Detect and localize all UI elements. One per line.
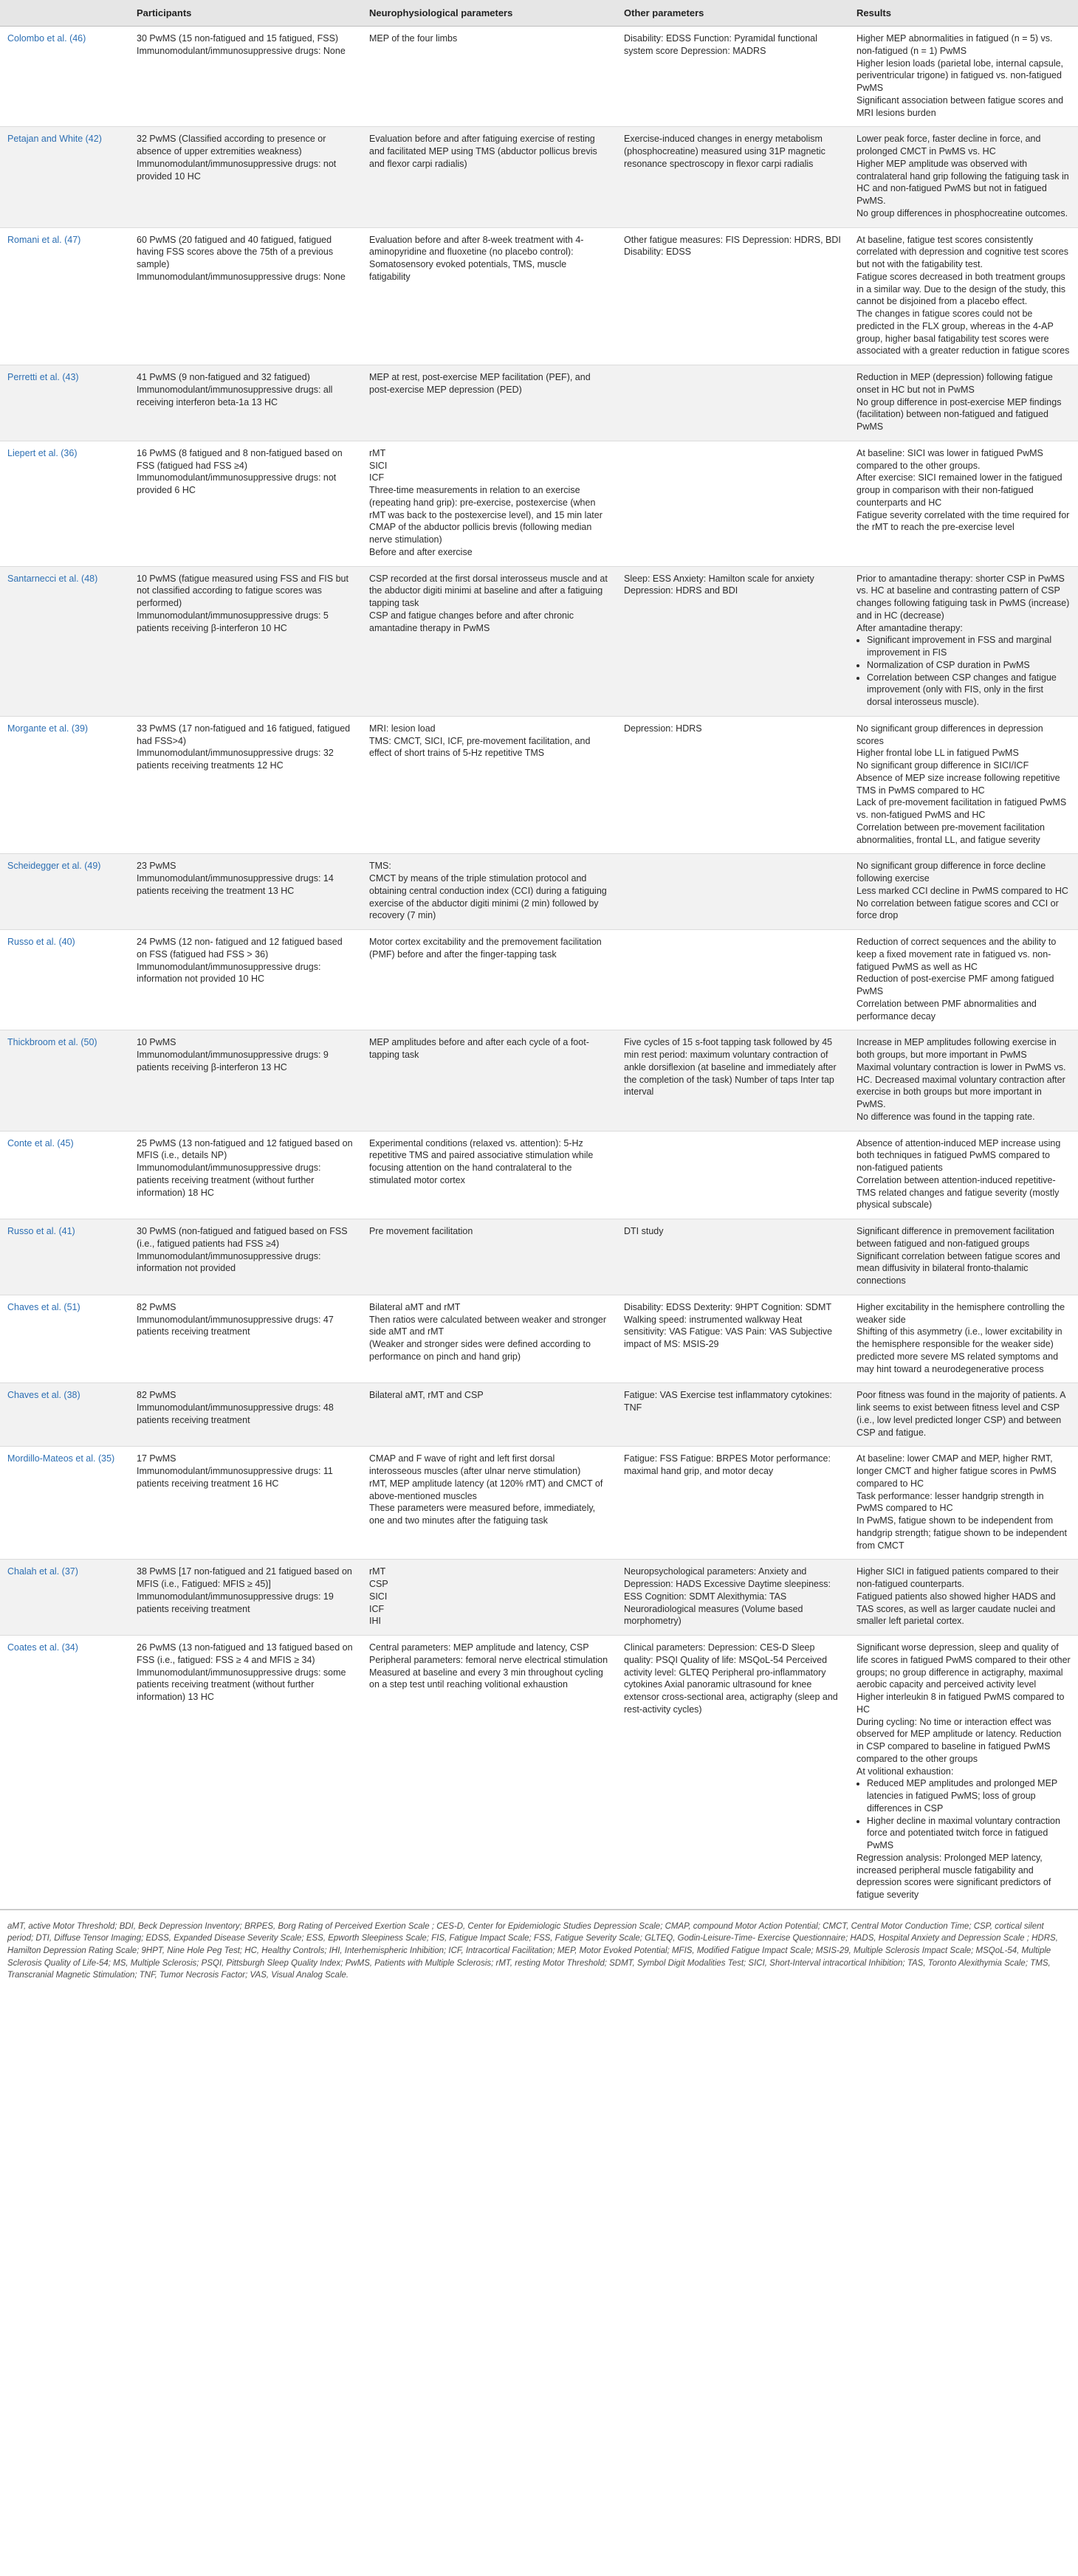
participants-cell <box>129 441 362 566</box>
participants-cell <box>129 365 362 441</box>
other-parameters-cell-line: Exercise-induced changes in energy metabolism (phosphocreatine) measured using 31P magnetic resonance spectroscopy in flexor carpi radialis <box>624 134 825 169</box>
table-body <box>0 27 1078 1909</box>
neurophysiological-cell <box>362 1560 617 1636</box>
results-cell-line: Poor fitness was found in the majority of patients. A link seems to exist between fitness level and CSP (i.e., low level predicted longer CSP) and between CSP and fatigue. <box>856 1390 1065 1438</box>
results-cell-line: Lower peak force, faster decline in force, and prolonged CMCT in PwMS vs. HC <box>856 134 1041 156</box>
other-parameters-cell <box>617 227 849 365</box>
participants-cell <box>129 1030 362 1131</box>
results-cell-line: No significant group difference in force decline following exercise <box>856 861 1046 884</box>
study-citation: Russo et al. (40) <box>0 930 129 1030</box>
participants-cell <box>129 930 362 1030</box>
results-cell-line: Regression analysis: Prolonged MEP latency, increased peripheral muscle fatigability and depression scores were significant predictors of fatigue severity <box>856 1852 1051 1900</box>
table-row <box>0 854 1078 930</box>
table-row <box>0 441 1078 566</box>
other-parameters-cell <box>617 1295 849 1383</box>
other-parameters-cell <box>617 441 849 566</box>
participants-cell-line: Immunomodulant/immunosuppressive drugs: None <box>137 271 346 282</box>
table-row <box>0 127 1078 227</box>
other-parameters-cell-line: Depression: HDRS <box>624 723 702 734</box>
other-parameters-cell <box>617 365 849 441</box>
participants-cell-line: Immunomodulant/immunosuppressive drugs: not provided 6 HC <box>137 472 337 495</box>
results-cell-line: Less marked CCI decline in PwMS compared to HC <box>856 885 1068 896</box>
neurophysiological-cell-line: Measured at baseline and every 3 min throughout cycling on a step test until reaching volitional exhaustion <box>369 1667 603 1690</box>
neurophysiological-cell-line: Experimental conditions (relaxed vs. attention): 5-Hz repetitive TMS and paired associative stimulation while focusing attention on the hand contralateral to the stimulated motor cortex <box>369 1137 594 1185</box>
results-cell-line: Shifting of this asymmetry (i.e., lower excitability in the hemisphere responsible for the weaker side) predicted more severe MS related symptoms and may hint toward a neurodegenerative process <box>856 1326 1062 1374</box>
neurophysiological-cell <box>362 566 617 716</box>
neurophysiological-cell-line: rMT <box>369 1566 386 1577</box>
neurophysiological-cell <box>362 716 617 854</box>
results-cell-line: The changes in fatigue scores could not be predicted in the FLX group, whereas in the 4-AP group, higher basal fatigability test scores were associated with a greater reduction in fatigue scores <box>856 309 1070 357</box>
results-cell-line: At baseline: SICI was lower in fatigued PwMS compared to the other groups. <box>856 447 1043 471</box>
participants-cell <box>129 27 362 127</box>
results-cell-line: Higher lesion loads (parietal lobe, internal capsule, periventricular trigone) in fatigued vs. non-fatigued PwMS <box>856 58 1064 93</box>
neurophysiological-cell-line: MEP at rest, post-exercise MEP facilitation (PEF), and post-exercise MEP depression (PED) <box>369 372 591 395</box>
results-cell <box>849 1447 1078 1560</box>
neurophysiological-cell <box>362 1295 617 1383</box>
results-bullet-item: • Correlation between CSP changes and fatigue improvement (only with FIS, only in the first dorsal interosseus muscle). <box>867 672 1071 709</box>
results-cell <box>849 716 1078 854</box>
neurophysiological-cell-line: CSP and fatigue changes before and after chronic amantadine therapy in PwMS <box>369 610 574 633</box>
results-cell-line: Significant worse depression, sleep and quality of life scores in fatigued PwMS compared to their other groups; no group difference in actigraphy, maximal aerobic capacity and perceived activity level <box>856 1642 1071 1690</box>
participants-cell-line: Immunomodulant/immunosuppressive drugs: 9 patients receiving β-interferon 13 HC <box>137 1050 329 1072</box>
results-cell <box>849 27 1078 127</box>
participants-cell-line: 38 PwMS [17 non-fatigued and 21 fatigued based on MFIS (i.e., Fatigued: MFIS ≥ 45)] <box>137 1566 352 1589</box>
participants-cell <box>129 127 362 227</box>
other-parameters-cell-line: Five cycles of 15 s-foot tapping task followed by 45 min rest period: maximum voluntary contraction of ankle dorsiflexion (at baseline and immediately after the completion of the task) Number of taps Inter tap interval <box>624 1037 837 1098</box>
results-cell-line: Higher SICI in fatigued patients compared to their non-fatigued counterparts. <box>856 1566 1059 1589</box>
neurophysiological-cell <box>362 1636 617 1909</box>
results-bullet-item: • Normalization of CSP duration in PwMS <box>867 659 1071 672</box>
participants-cell-line: 23 PwMS <box>137 861 176 872</box>
participants-cell-line: 33 PwMS (17 non-fatigued and 16 fatigued, fatigued had FSS>4) <box>137 723 351 746</box>
participants-cell-line: 24 PwMS (12 non- fatigued and 12 fatigued based on FSS (fatigued had FSS > 36) <box>137 937 343 960</box>
results-cell-line: Reduction in MEP (depression) following fatigue onset in HC but not in PwMS <box>856 372 1053 395</box>
neurophysiological-cell-line: CMCT by means of the triple stimulation protocol and obtaining central conduction index (CCI) during a fatiguing exercise of the abductor digiti minimi (2 min) followed by recovery (7 min) <box>369 873 607 921</box>
table-row <box>0 1219 1078 1295</box>
header-study <box>0 0 129 27</box>
other-parameters-cell-line: Disability: EDSS Dexterity: 9HPT Cognition: SDMT Walking speed: instrumented walkway Heat sensitivity: VAS Fatigue: VAS Pain: VAS Subjective impact of MS: MSIS-29 <box>624 1301 833 1349</box>
other-parameters-cell <box>617 566 849 716</box>
participants-cell-line: Immunomodulant/immunosuppressive drugs: all receiving interferon beta-1a 13 HC <box>137 384 333 407</box>
neurophysiological-cell-line: rMT <box>369 447 386 458</box>
study-citation: Conte et al. (45) <box>0 1131 129 1219</box>
neurophysiological-cell-line: (Weaker and stronger sides were defined according to performance on pinch and hand grip) <box>369 1339 591 1362</box>
table-row <box>0 566 1078 716</box>
results-bullet-item: • Significant improvement in FSS and marginal improvement in FIS <box>867 634 1071 659</box>
participants-cell <box>129 1447 362 1560</box>
other-parameters-cell <box>617 1636 849 1909</box>
header-results: Results <box>849 0 1078 27</box>
results-bullet-list <box>856 634 1071 709</box>
neurophysiological-cell-line: ICF <box>369 472 385 483</box>
participants-cell <box>129 1636 362 1909</box>
participants-cell-line: 30 PwMS (15 non-fatigued and 15 fatigued, FSS) <box>137 33 339 44</box>
other-parameters-cell <box>617 1560 849 1636</box>
participants-cell-line: Immunomodulant/immunosuppressive drugs: 19 patients receiving treatment <box>137 1591 334 1614</box>
participants-cell-line: Immunomodulant/immunosuppressive drugs: 48 patients receiving treatment <box>137 1402 334 1425</box>
participants-cell-line: 82 PwMS <box>137 1390 176 1401</box>
study-citation: Chalah et al. (37) <box>0 1560 129 1636</box>
other-parameters-cell <box>617 1030 849 1131</box>
neurophysiological-cell-line: Three-time measurements in relation to an exercise (repeating hand grip): pre-exercise, postexercise (when rMT was back to the postexercise level), and 15 min later <box>369 485 602 520</box>
results-cell-line: Maximal voluntary contraction is lower in PwMS vs. HC. Decreased maximal voluntary contraction after exercise in both groups but more important in PwMS. <box>856 1061 1066 1109</box>
results-cell-line: Correlation between pre-movement facilitation abnormalities, frontal LL, and fatigue severity <box>856 822 1045 845</box>
study-citation: Colombo et al. (46) <box>0 27 129 127</box>
neurophysiological-cell-line: ICF <box>369 1603 385 1614</box>
results-cell-line: Higher MEP amplitude was observed with contralateral hand grip following the fatiguing task in HC and non-fatigued PwMS but not in fatigued PwMS. <box>856 158 1069 206</box>
participants-cell-line: 25 PwMS (13 non-fatigued and 12 fatigued based on MFIS (i.e., details NP) <box>137 1137 353 1161</box>
neurophysiological-cell <box>362 127 617 227</box>
participants-cell <box>129 1383 362 1447</box>
abbreviations-footnote: aMT, active Motor Threshold; BDI, Beck Depression Inventory; BRPES, Borg Rating of Perceived Exertion Scale ; CES-D, Center for Epidemiologic Studies Depression Scale; CMAP, compound Motor Action Potential; CMCT, Central Motor Conduction Time; CSP, cortical silent period; DTI, Diffuse Tensor Imaging; EDSS, Expanded Disease Severity Scale; ESS, Epworth Sleepiness Scale; FIS, Fatigue Impact Scale; FSS, Fatigue Severity Scale; GLTEQ, Godin-Leisure-Time- Exercise Questionnaire; HADS, Hospital Anxiety and Depression Scale ; HDRS, Hamilton Depression Rating Scale; 9HPT, Nine Hole Peg Test; HC, Healthy Controls; IHI, Interhemispheric Inhibition; ICF, Intracortical Facilitation; MEP, Motor Evoked Potential; MFIS, Modified Fatigue Impact Scale; MSIS-29, Multiple Sclerosis Impact Scale; MSQoL-54, Multiple Sclerosis Quality of Life-54; MS, Multiple Sclerosis; PSQI, Pittsburgh Sleep Quality Index; PwMS, Patients with Multiple Sclerosis; rMT, resting Motor Threshold; SDMT, Symbol Digit Modalities Test; SICI, Short-Interval intracortical Inhibition; TAS, Toronto Alexithymia Scale; TMS, Transcranial Magnetic Stimulation; TNF, Tumor Necrosis Factor; VAS, Visual Analog Scale. <box>0 1909 1078 1989</box>
neurophysiological-cell-line: MRI: lesion load <box>369 723 436 734</box>
results-cell-line: Increase in MEP amplitudes following exercise in both groups, but more important in PwMS <box>856 1037 1057 1060</box>
study-citation: Petajan and White (42) <box>0 127 129 227</box>
results-cell-line: Prior to amantadine therapy: shorter CSP in PwMS vs. HC at baseline and contrasting pattern of CSP changes following fatiguing task in PwMS (increase) and in HC (decrease) <box>856 573 1070 621</box>
results-cell-line: At baseline, fatigue test scores consistently correlated with depression and cognitive test scores but not with the fatigability test. <box>856 234 1068 269</box>
other-parameters-cell <box>617 1447 849 1560</box>
results-cell-line: Lack of pre-movement facilitation in fatigued PwMS vs. non-fatigued PwMS and HC <box>856 797 1067 820</box>
results-cell-line: Absence of MEP size increase following repetitive TMS in PwMS compared to HC <box>856 772 1060 796</box>
neurophysiological-cell <box>362 854 617 930</box>
neurophysiological-cell <box>362 1219 617 1295</box>
neurophysiological-cell <box>362 27 617 127</box>
participants-cell-line: Immunomodulant/immunosuppressive drugs: information not provided 10 HC <box>137 961 321 985</box>
neurophysiological-cell-line: Central parameters: MEP amplitude and latency, CSP <box>369 1642 589 1653</box>
study-citation: Chaves et al. (38) <box>0 1383 129 1447</box>
participants-cell <box>129 566 362 716</box>
results-cell-line: No group difference in post-exercise MEP findings (facilitation) between non-fatigued and fatigued PwMS <box>856 396 1062 432</box>
results-cell-line: Higher interleukin 8 in fatigued PwMS compared to HC <box>856 1692 1065 1715</box>
participants-cell <box>129 716 362 854</box>
participants-cell-line: Immunomodulant/immunosuppressive drugs: None <box>137 45 346 56</box>
participants-cell-line: Immunomodulant/immunosuppressive drugs: patients receiving treatment (without further information) 18 HC <box>137 1163 321 1198</box>
neurophysiological-cell-line: TMS: <box>369 861 391 872</box>
results-cell-line: Higher MEP abnormalities in fatigued (n = 5) vs. non-fatigued (n = 1) PwMS <box>856 33 1053 56</box>
neurophysiological-cell-line: MEP amplitudes before and after each cycle of a foot-tapping task <box>369 1037 589 1060</box>
neurophysiological-cell-line: CSP recorded at the first dorsal interosseus muscle and at the abductor digiti minimi at baseline and after a fatiguing tapping task <box>369 573 608 608</box>
table-header-row <box>0 0 1078 27</box>
results-cell <box>849 930 1078 1030</box>
results-cell-line: No difference was found in the tapping rate. <box>856 1111 1035 1122</box>
other-parameters-cell <box>617 1131 849 1219</box>
neurophysiological-cell-line: Evaluation before and after fatiguing exercise of resting and facilitated MEP using TMS (abductor pollicus brevis and flexor carpi radialis) <box>369 134 597 169</box>
other-parameters-cell-line: Fatigue: FSS Fatigue: BRPES Motor performance: maximal hand grip, and motor decay <box>624 1453 831 1476</box>
other-parameters-cell-line: Sleep: ESS Anxiety: Hamilton scale for anxiety Depression: HDRS and BDI <box>624 573 814 596</box>
results-cell <box>849 1030 1078 1131</box>
other-parameters-cell <box>617 1219 849 1295</box>
neurophysiological-cell-line: CMAP of the abductor pollicis brevis (following median nerve stimulation) <box>369 522 592 545</box>
results-cell-line: Higher excitability in the hemisphere controlling the weaker side <box>856 1301 1065 1325</box>
results-cell <box>849 1560 1078 1636</box>
study-citation: Thickbroom et al. (50) <box>0 1030 129 1131</box>
header-participants: Participants <box>129 0 362 27</box>
other-parameters-cell-line: Neuropsychological parameters: Anxiety and Depression: HADS Excessive Daytime sleepiness: ESS Cognition: SDMT Alexithymia: TAS Neuroradiological measures (Volume based morphometry) <box>624 1566 831 1627</box>
table-row <box>0 1383 1078 1447</box>
neurophysiological-cell-line: IHI <box>369 1616 381 1627</box>
participants-cell-line: 82 PwMS <box>137 1301 176 1312</box>
neurophysiological-cell-line: Evaluation before and after 8-week treatment with 4-aminopyridine and fluoxetine (no placebo control): <box>369 234 584 258</box>
participants-cell-line: Immunomodulant/immunosuppressive drugs: not provided 10 HC <box>137 158 337 182</box>
table-row <box>0 930 1078 1030</box>
results-cell-line: Significant association between fatigue scores and MRI lesions burden <box>856 94 1064 118</box>
participants-cell <box>129 1295 362 1383</box>
other-parameters-cell <box>617 127 849 227</box>
table-row <box>0 1295 1078 1383</box>
results-cell-line: Reduction of post-exercise PMF among fatigued PwMS <box>856 974 1054 996</box>
study-citation: Scheidegger et al. (49) <box>0 854 129 930</box>
table-row <box>0 1636 1078 1909</box>
results-cell-line: No significant group differences in depression scores <box>856 723 1043 746</box>
results-cell <box>849 566 1078 716</box>
neurophysiological-cell <box>362 365 617 441</box>
results-cell-line: Reduction of correct sequences and the ability to keep a fixed movement rate in fatigued vs. non-fatigued PwMS as well as HC <box>856 937 1057 972</box>
study-citation: Russo et al. (41) <box>0 1219 129 1295</box>
results-cell <box>849 1219 1078 1295</box>
neurophysiological-cell-line: rMT, MEP amplitude latency (at 120% rMT) and CMCT of above-mentioned muscles <box>369 1478 603 1501</box>
neurophysiological-cell <box>362 1383 617 1447</box>
study-citation: Perretti et al. (43) <box>0 365 129 441</box>
results-cell-line: At baseline: lower CMAP and MEP, higher RMT, longer CMCT and higher fatigue scores in PwMS compared to HC <box>856 1453 1057 1489</box>
neurophysiological-cell <box>362 930 617 1030</box>
neurophysiological-cell <box>362 1447 617 1560</box>
table-row <box>0 227 1078 365</box>
results-cell-line: No correlation between fatigue scores and CCI or force drop <box>856 898 1059 921</box>
table-row <box>0 716 1078 854</box>
results-bullet-item: • Reduced MEP amplitudes and prolonged MEP latencies in fatigued PwMS; loss of group differences in CSP <box>867 1777 1071 1814</box>
participants-cell <box>129 854 362 930</box>
participants-cell-line: Immunomodulant/immunosuppressive drugs: 14 patients receiving the treatment 13 HC <box>137 873 334 896</box>
neurophysiological-cell <box>362 441 617 566</box>
participants-cell-line: Immunomodulant/immunosuppressive drugs: some patients receiving treatment (without further information) 13 HC <box>137 1667 346 1702</box>
participants-cell-line: 60 PwMS (20 fatigued and 40 fatigued, fatigued having FSS scores above the 75th of a previous sample) <box>137 234 334 269</box>
results-cell-line: Significant correlation between fatigue scores and mean diffusivity in bilateral fronto-thalamic connections <box>856 1250 1060 1286</box>
other-parameters-cell-line: Disability: EDSS Function: Pyramidal functional system score Depression: MADRS <box>624 33 817 56</box>
other-parameters-cell <box>617 716 849 854</box>
other-parameters-cell-line: Fatigue: VAS Exercise test inflammatory cytokines: TNF <box>624 1390 832 1413</box>
participants-cell <box>129 1219 362 1295</box>
neurophysiological-cell-line: Pre movement facilitation <box>369 1226 473 1236</box>
neurophysiological-cell-line: Before and after exercise <box>369 546 473 557</box>
study-citation: Chaves et al. (51) <box>0 1295 129 1383</box>
results-cell-line: Higher frontal lobe LL in fatigued PwMS <box>856 748 1019 759</box>
study-citation: Romani et al. (47) <box>0 227 129 365</box>
participants-cell-line: 16 PwMS (8 fatigued and 8 non-fatigued based on FSS (fatigued had FSS ≥4) <box>137 447 343 471</box>
participants-cell <box>129 227 362 365</box>
neurophysiological-cell-line: Then ratios were calculated between weaker and stronger side aMT and rMT <box>369 1314 607 1337</box>
participants-cell-line: 32 PwMS (Classified according to presence or absence of upper extremities weakness) <box>137 134 326 156</box>
study-citation: Morgante et al. (39) <box>0 716 129 854</box>
results-cell-line: Significant difference in premovement facilitation between fatigued and non-fatigued groups <box>856 1226 1054 1249</box>
neurophysiological-cell <box>362 1131 617 1219</box>
results-bullet-item: • Higher decline in maximal voluntary contraction force and potentiated twitch force in fatigued PwMS <box>867 1815 1071 1852</box>
neurophysiological-cell-line: SICI <box>369 460 388 471</box>
participants-cell-line: Immunomodulant/immunosuppressive drugs: 32 patients receiving treatments 12 HC <box>137 748 334 771</box>
participants-cell-line: Immunomodulant/immunosuppressive drugs: information not provided <box>137 1250 321 1274</box>
participants-cell-line: 41 PwMS (9 non-fatigued and 32 fatigued) <box>137 372 310 382</box>
results-cell <box>849 1383 1078 1447</box>
results-cell-line: Task performance: lesser handgrip strength in PwMS compared to HC <box>856 1490 1044 1514</box>
participants-cell-line: 26 PwMS (13 non-fatigued and 13 fatigued based on FSS (i.e., fatigued: FSS ≥ 4 and MFIS ≥ 34) <box>137 1642 353 1665</box>
study-citation: Liepert et al. (36) <box>0 441 129 566</box>
results-cell-line: Fatigue scores decreased in both treatment groups in a similar way. Due to the design of the study, this cannot be disjoined from a placebo effect. <box>856 271 1066 307</box>
neurophysiological-cell-line: CMAP and F wave of right and left first dorsal interosseous muscles (after ulnar nerve stimulation) <box>369 1453 581 1476</box>
other-parameters-cell-line: DTI study <box>624 1226 664 1236</box>
neurophysiological-cell-line: These parameters were measured before, immediately, one and two minutes after the fatiguing task <box>369 1503 596 1526</box>
study-citation: Coates et al. (34) <box>0 1636 129 1909</box>
results-cell <box>849 227 1078 365</box>
results-bullet-list <box>856 1777 1071 1852</box>
results-cell <box>849 365 1078 441</box>
results-cell-line: Absence of attention-induced MEP increase using both techniques in fatigued PwMS compared to non-fatigued patients <box>856 1137 1061 1173</box>
neurophysiological-cell-line: TMS: CMCT, SICI, ICF, pre-movement facilitation, and effect of short trains of 5-Hz repetitive TMS <box>369 735 591 759</box>
results-cell-line: Correlation between PMF abnormalities and performance decay <box>856 998 1037 1022</box>
other-parameters-cell <box>617 1383 849 1447</box>
other-parameters-cell-line: Clinical parameters: Depression: CES-D Sleep quality: PSQI Quality of life: MSQoL-54 Perceived activity level: GLTEQ Peripheral pro-inflammatory cytokines Axial panoramic ultrasound for knee extensor cross-sectional area, actigraphy (sleep and rest-activity cycles) <box>624 1642 838 1715</box>
participants-cell-line: Immunomodulant/immunosuppressive drugs: 11 patients receiving treatment 16 HC <box>137 1466 333 1489</box>
results-cell-line: Correlation between attention-induced repetitive-TMS related changes and fatigue severity (mostly physical subscale) <box>856 1174 1060 1210</box>
results-cell-line: Fatigued patients also showed higher HADS and TAS scores, as well as larger caudate nuclei and smaller left parietal cortex. <box>856 1591 1056 1627</box>
other-parameters-cell <box>617 27 849 127</box>
neurophysiological-cell <box>362 227 617 365</box>
study-citation: Mordillo-Mateos et al. (35) <box>0 1447 129 1560</box>
table-row <box>0 1131 1078 1219</box>
table-row <box>0 365 1078 441</box>
other-parameters-cell <box>617 854 849 930</box>
results-cell-line: During cycling: No time or interaction effect was observed for MEP amplitude or latency. Reduction in CSP compared to baseline in fatigued PwMS compared to the other groups <box>856 1716 1062 1764</box>
neurophysiological-cell-line: Bilateral aMT and rMT <box>369 1301 461 1312</box>
table-row <box>0 1030 1078 1131</box>
results-cell <box>849 1131 1078 1219</box>
neurophysiological-cell-line: Somatosensory evoked potentials, TMS, muscle fatigability <box>369 259 567 282</box>
study-citation: Santarnecci et al. (48) <box>0 566 129 716</box>
participants-cell-line: Immunomodulant/immunosuppressive drugs: 47 patients receiving treatment <box>137 1314 334 1337</box>
table-row <box>0 1447 1078 1560</box>
results-cell-line: At volitional exhaustion: <box>856 1766 954 1777</box>
results-cell <box>849 854 1078 930</box>
results-cell-line: After exercise: SICI remained lower in the fatigued group in comparison with their non-fatigued counterparts and HC <box>856 472 1062 508</box>
neurophysiological-cell-line: MEP of the four limbs <box>369 33 458 44</box>
results-cell <box>849 127 1078 227</box>
neurophysiological-cell-line: CSP <box>369 1579 388 1589</box>
participants-cell <box>129 1560 362 1636</box>
neurophysiological-cell-line: Bilateral aMT, rMT and CSP <box>369 1390 484 1401</box>
results-cell <box>849 1295 1078 1383</box>
results-cell <box>849 441 1078 566</box>
results-cell-line: In PwMS, fatigue shown to be independent from handgrip strength; fatigue shown to be independent from CMCT <box>856 1515 1067 1551</box>
neurophysiological-cell-line: Peripheral parameters: femoral nerve electrical stimulation <box>369 1654 608 1665</box>
neurophysiological-cell <box>362 1030 617 1131</box>
results-cell-line: No significant group difference in SICI/ICF <box>856 760 1029 771</box>
participants-cell-line: 30 PwMS (non-fatigued and fatigued based on FSS (i.e., fatigued patients had FSS ≥4) <box>137 1226 348 1249</box>
participants-cell <box>129 1131 362 1219</box>
table-row <box>0 1560 1078 1636</box>
table-row <box>0 27 1078 127</box>
results-cell <box>849 1636 1078 1909</box>
participants-cell-line: Immunomodulant/immunosuppressive drugs: 5 patients receiving β-interferon 10 HC <box>137 610 329 633</box>
header-other-parameters: Other parameters <box>617 0 849 27</box>
participants-cell-line: 10 PwMS <box>137 1037 176 1048</box>
other-parameters-cell-line: Other fatigue measures: FIS Depression: HDRS, BDI Disability: EDSS <box>624 234 841 258</box>
results-cell-line: After amantadine therapy: <box>856 622 963 633</box>
participants-cell-line: 17 PwMS <box>137 1453 176 1464</box>
results-cell-line: No group differences in phosphocreatine outcomes. <box>856 207 1068 218</box>
header-neurophysiological-parameters: Neurophysiological parameters <box>362 0 617 27</box>
results-cell-line: Fatigue severity correlated with the time required for the rMT to reach the pre-exercise level <box>856 509 1070 533</box>
neurophysiological-cell-line: SICI <box>369 1591 388 1602</box>
participants-cell-line: 10 PwMS (fatigue measured using FSS and FIS but not classified according to fatigue scores was performed) <box>137 573 349 608</box>
other-parameters-cell <box>617 930 849 1030</box>
neurophysiological-cell-line: Motor cortex excitability and the premovement facilitation (PMF) before and after the finger-tapping task <box>369 937 602 960</box>
